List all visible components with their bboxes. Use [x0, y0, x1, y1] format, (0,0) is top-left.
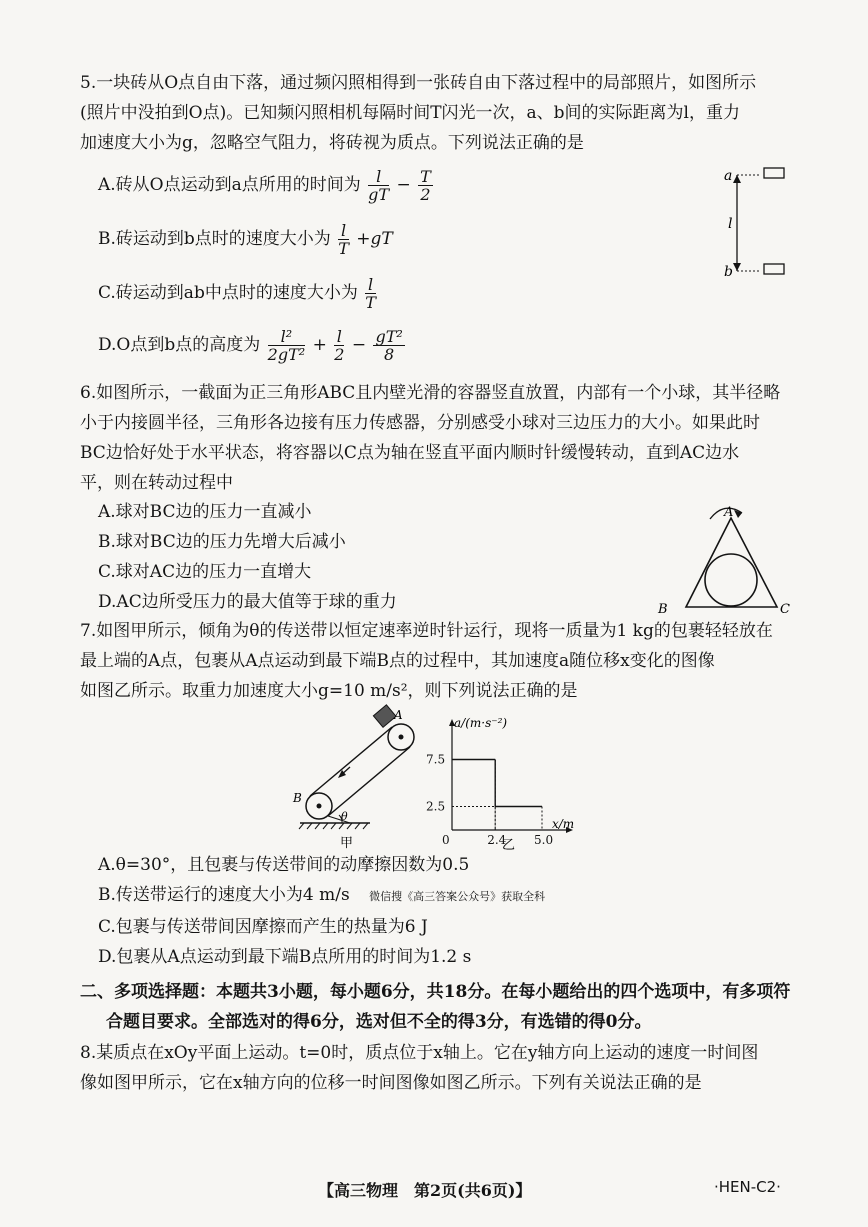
q7-option-b-text: B.传送带运行的速度大小为4 m/s [98, 885, 350, 905]
label-l: l [728, 216, 733, 232]
q5-stem [80, 68, 796, 158]
x-tick-label: 5.0 [534, 833, 554, 847]
q7-option-b [98, 881, 545, 911]
fraction: $\frac{l}{T}$ [365, 275, 376, 312]
watermark-note: 微信搜《高三答案公众号》获取全科 [369, 890, 546, 903]
x-axis-label: x/m [552, 817, 575, 831]
q5-option-b-text: B.砖运动到b点时的速度大小为 [98, 229, 331, 249]
page-footer: 【高三物理 第2页(共6页)】 [318, 1181, 532, 1200]
fraction: $\frac{\text{gT²}}{8}$ [375, 327, 403, 364]
q6-stem [80, 378, 796, 498]
q8-stem-line1: 8.某质点在xOy平面上运动。t=0时，质点位于x轴上。它在y轴方向上运动的速度一时间图 [80, 1043, 759, 1063]
q6-triangle-figure [650, 495, 800, 620]
label-A: A [724, 505, 734, 520]
q7-stem-line3: 如图乙所示。取重力加速度大小g=10 m/s²，则下列说法正确的是 [80, 681, 578, 701]
parcel [373, 705, 396, 727]
q5-stem-line3: 加速度大小为g，忽略空气阻力，将砖视为质点。下列说法正确的是 [80, 133, 584, 153]
brick-top [764, 168, 784, 178]
q5-brick-figure [718, 160, 798, 285]
q6-stem-line4: 平，则在转动过程中 [80, 473, 233, 493]
label-a: a [724, 168, 733, 184]
q5-stem-line1: 5.一块砖从O点自由下落，通过频闪照相得到一张砖自由下落过程中的局部照片，如图所示 [80, 73, 757, 93]
q7-ax-chart [424, 715, 594, 855]
q8-stem-line2: 像如图甲所示，它在x轴方向的位移一时间图像如图乙所示。下列有关说法正确的是 [80, 1073, 702, 1093]
q7-option-d: D.包裹从A点运动到最下端B点所用的时间为1.2 s [98, 947, 472, 967]
label-B: B [293, 791, 302, 805]
q6-option-a: A.球对BC边的压力一直减小 [98, 502, 312, 522]
q6-stem-line3: BC边恰好处于水平状态，将容器以C点为轴在竖直平面内顺时针缓慢转动，直到AC边水 [80, 443, 740, 463]
y-axis-label: a/(m·s⁻²) [454, 716, 508, 730]
q6-stem-line2: 小于内接圆半径，三角形各边接有压力传感器，分别感受小球对三边压力的大小。如果此时 [80, 413, 760, 433]
label-jia: 甲 [340, 836, 354, 851]
q6-option-c: C.球对AC边的压力一直增大 [98, 562, 312, 582]
label-A: A [394, 708, 403, 722]
label-yi: 乙 [502, 838, 516, 853]
q6-option-b: B.球对BC边的压力先增大后减小 [98, 532, 346, 552]
q5-option-c [98, 276, 378, 311]
q5-stem-line2: (照片中没拍到O点)。已知频闪照相机每隔时间T闪光一次，a、b间的实际距离为l，重力 [80, 103, 740, 123]
q5-option-b [98, 222, 393, 257]
section2-line2: 合题目要求。全部选对的得6分，选对但不全的得3分，有选错的得0分。 [106, 1012, 652, 1032]
q8-stem [80, 1038, 796, 1098]
x-tick-label: 2.4 [487, 833, 507, 847]
q7-conveyor-figure [290, 703, 430, 853]
fraction: $\frac{l}{2}$ [334, 327, 345, 364]
q5-option-d: D.O点到b点的高度为 $\frac{\text{l²}}{\text{2gT²}}$ + $\frac{l}{2}$ − $\frac{\text{gT²}}{8}$ [98, 327, 403, 364]
q7-stem [80, 616, 796, 706]
section2-heading [80, 977, 796, 1037]
plus-term: +gT [356, 229, 393, 249]
footer-code: ·HEN-C2· [714, 1178, 781, 1196]
q5-option-d-text: D.O点到b点的高度为 [98, 335, 261, 355]
label-B: B [658, 602, 668, 617]
q5-option-a [98, 168, 435, 203]
ball [705, 554, 757, 606]
y-tick-label: 2.5 [426, 799, 446, 814]
fraction: $\frac{T}{2}$ [420, 167, 431, 204]
label-C: C [780, 602, 790, 617]
x-tick-label: 0 [442, 833, 450, 847]
q7-option-c: C.包裹与传送带间因摩擦而产生的热量为6 J [98, 917, 428, 937]
fraction: $\frac{l}{T}$ [338, 221, 349, 258]
triangle-abc [686, 518, 777, 607]
minus-sign: − [396, 175, 411, 195]
q7-stem-line2: 最上端的A点，包裹从A点运动到最下端B点的过程中，其加速度a随位移x变化的图像 [80, 651, 715, 671]
y-tick-label: 7.5 [426, 752, 446, 767]
q5-option-a-text: A.砖从O点运动到a点所用的时间为 [98, 175, 361, 195]
label-theta: θ [341, 810, 348, 823]
fraction: $\frac{\text{l²}}{\text{2gT²}}$ [267, 327, 306, 364]
q7-stem-line1: 7.如图甲所示，倾角为θ的传送带以恒定速率逆时针运行，现将一质量为1 kg的包裹轻轻放在 [80, 621, 773, 641]
q6-option-d: D.AC边所受压力的最大值等于球的重力 [98, 592, 397, 612]
q5-option-c-text: C.砖运动到ab中点时的速度大小为 [98, 283, 358, 303]
q6-stem-line1: 6.如图所示，一截面为正三角形ABC且内壁光滑的容器竖直放置，内部有一个小球，其半径略 [80, 383, 781, 403]
label-b: b [724, 264, 733, 280]
section2-line1: 二、多项选择题：本题共3小题，每小题6分，共18分。在每小题给出的四个选项中，有多项符 [80, 982, 791, 1002]
q7-option-a: A.θ=30°，且包裹与传送带间的动摩擦因数为0.5 [98, 855, 470, 875]
brick-bottom [764, 264, 784, 274]
fraction: $\frac{l}{gT}$ [368, 167, 390, 204]
